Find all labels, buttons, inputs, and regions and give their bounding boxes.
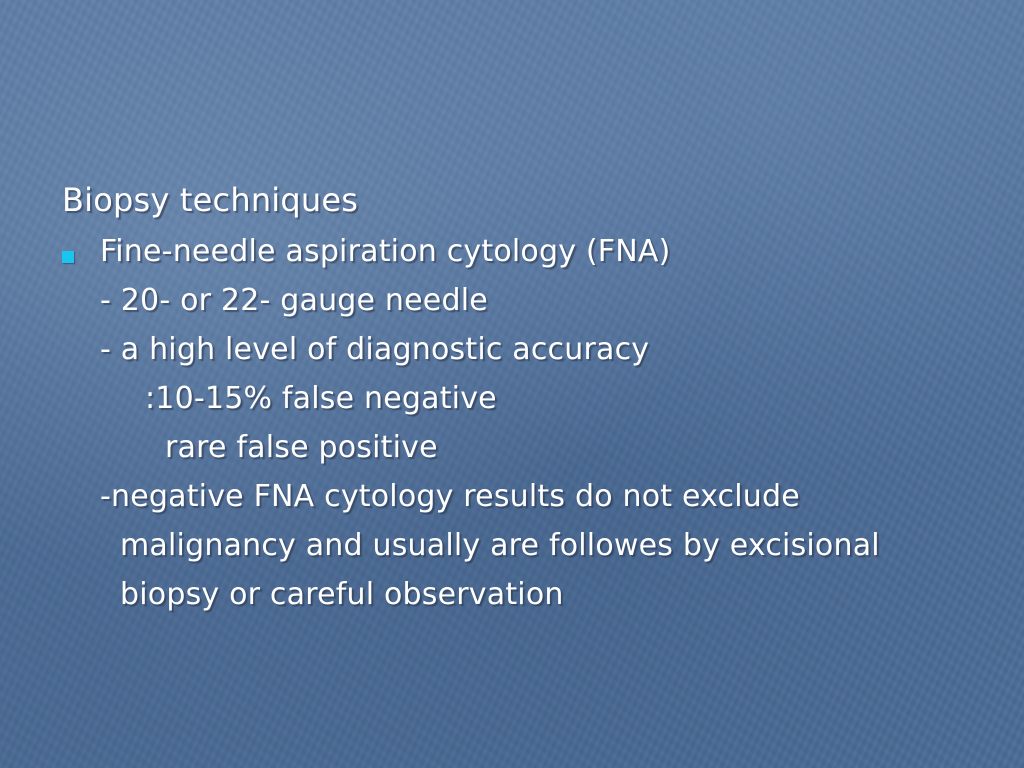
bullet-text: Fine-needle aspiration cytology (FNA)	[100, 234, 671, 269]
sub-item-continuation-1: malignancy and usually are followes by excisional	[120, 528, 880, 563]
square-bullet-icon	[62, 251, 74, 263]
sub-item-false-negative: :10-15% false negative	[145, 381, 497, 416]
sub-item-continuation-2: biopsy or careful observation	[120, 577, 564, 612]
slide-title: Biopsy techniques	[62, 181, 359, 219]
sub-item-false-positive: rare false positive	[165, 430, 438, 465]
sub-item-needle: - 20- or 22- gauge needle	[100, 283, 488, 318]
sub-item-negative-results: -negative FNA cytology results do not exclude	[100, 479, 800, 514]
sub-item-accuracy: - a high level of diagnostic accuracy	[100, 332, 650, 367]
